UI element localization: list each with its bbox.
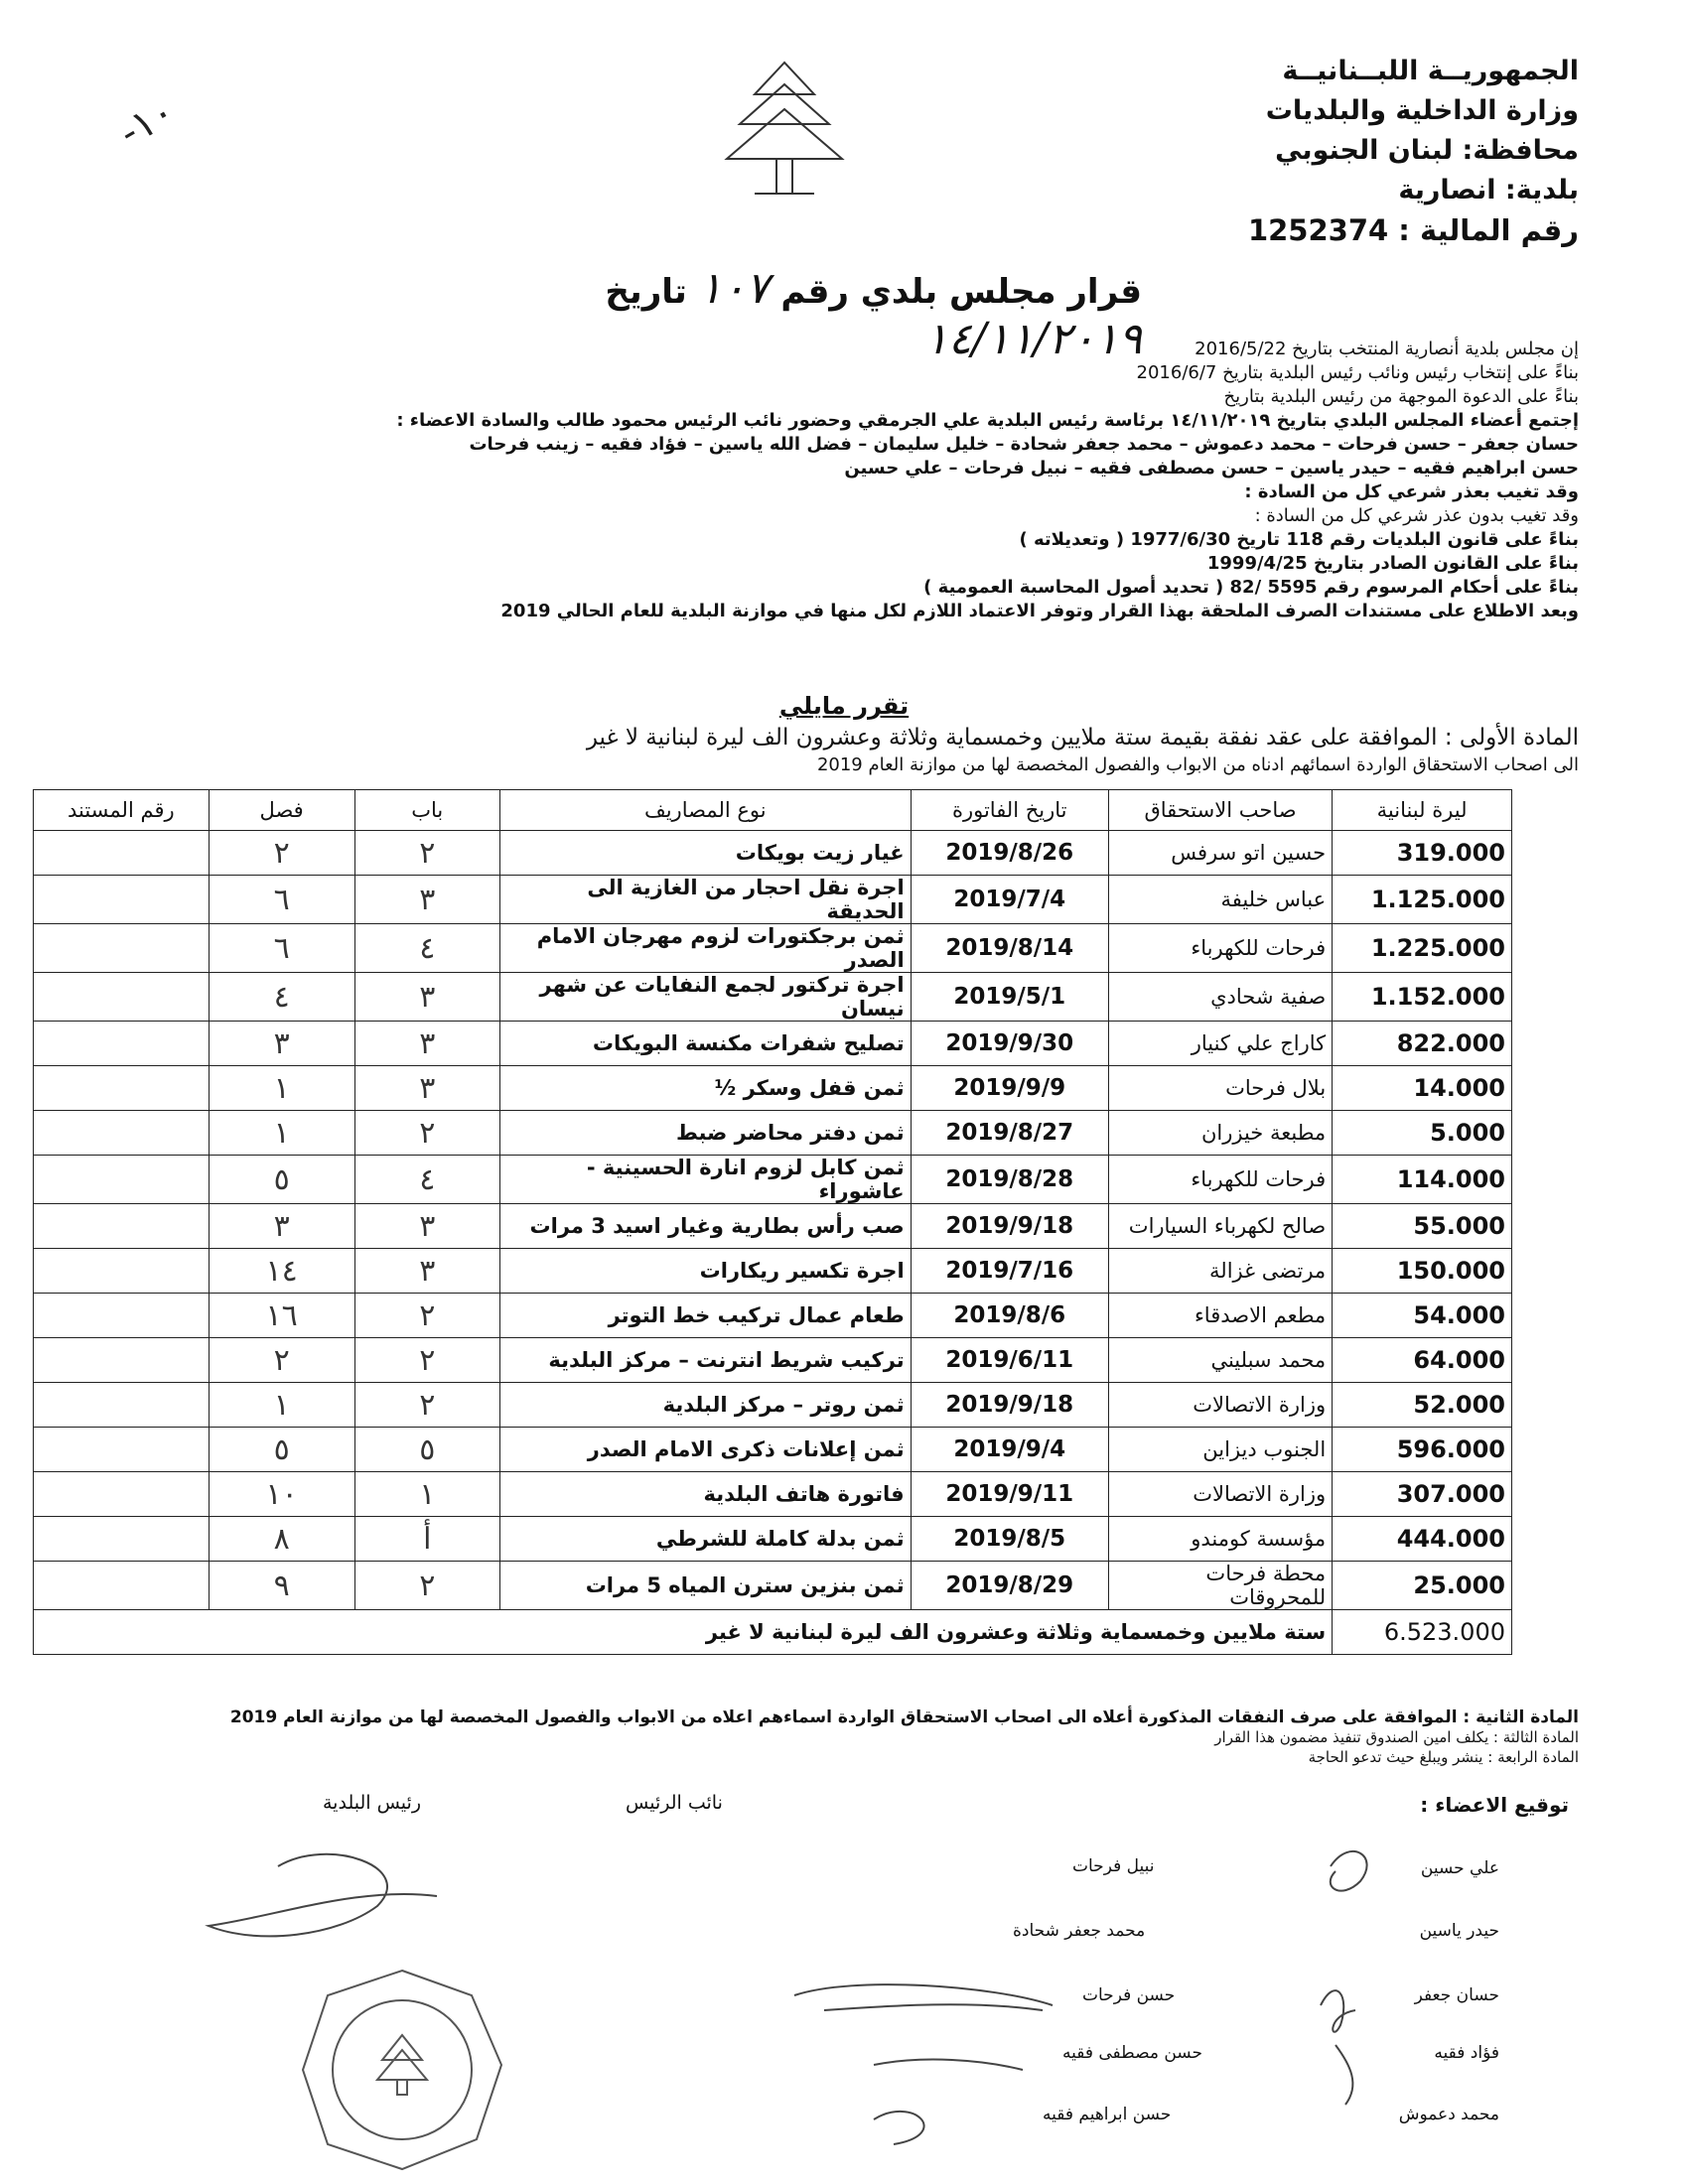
- col-fasl: فصل: [209, 790, 354, 831]
- municipality-seal: [298, 1966, 506, 2174]
- table-row: [34, 1562, 1512, 1610]
- table-row: [34, 876, 1512, 924]
- member-name: محمد دعموش: [1398, 2105, 1499, 2124]
- amount-cell: 1.225.000: [1333, 924, 1512, 973]
- table-row: [34, 1111, 1512, 1156]
- fasl-cell: ٤: [209, 973, 354, 1022]
- member-name: حيدر ياسين: [1419, 1921, 1499, 1941]
- attending-members: حسان جعفر – حسن فرحات – محمد دعموش – محمد جعفر شحادة – خليل سليمان – فضل الله ياسين – فؤاد فقيه – زينب فرحات: [469, 434, 1579, 455]
- document-number-cell: [34, 1383, 210, 1428]
- amount-cell: 52.000: [1333, 1383, 1512, 1428]
- expense-type-cell: تصليح شفرات مكنسة البويكات: [499, 1022, 911, 1066]
- preamble-line: إجتمع أعضاء المجلس البلدي بتاريخ ١٤/١١/٢٠١٩ برئاسة رئيس البلدية علي الجرمقي وحضور نائب الرئيس محمود طالب والسادة الاعضاء :: [396, 410, 1579, 431]
- vice-president-label: نائب الرئيس: [626, 1792, 723, 1814]
- member-name: علي حسين: [1420, 1858, 1499, 1878]
- letterhead: [1023, 52, 1579, 250]
- invoice-date-cell: 2019/9/18: [911, 1204, 1108, 1249]
- expense-type-cell: ثمن روتر – مركز البلدية: [499, 1383, 911, 1428]
- expense-type-cell: ثمن بدلة كاملة للشرطي: [499, 1517, 911, 1562]
- amount-cell: 54.000: [1333, 1294, 1512, 1338]
- fasl-cell: ٢: [209, 831, 354, 876]
- margin-note: -١٠: [111, 87, 184, 157]
- document-number-cell: [34, 1066, 210, 1111]
- preamble-line: بناءً على أحكام المرسوم رقم 5595 /82 ( تحديد أصول المحاسبة العمومية ): [923, 577, 1579, 598]
- invoice-date-cell: 2019/8/28: [911, 1156, 1108, 1204]
- invoice-date-cell: 2019/8/14: [911, 924, 1108, 973]
- document-number-cell: [34, 1249, 210, 1294]
- payee-cell: صالح لكهرباء السيارات: [1108, 1204, 1332, 1249]
- cedar-tree-icon: [715, 55, 854, 204]
- document-number-cell: [34, 1022, 210, 1066]
- payee-cell: فرحات للكهرباء: [1108, 1156, 1332, 1204]
- bab-cell: ٢: [354, 831, 499, 876]
- preamble-line: بناءً على القانون الصادر بتاريخ 1999/4/25: [1206, 553, 1579, 574]
- bab-cell: ٣: [354, 876, 499, 924]
- member-name: حسان جعفر: [1414, 1985, 1499, 2005]
- bab-cell: ٥: [354, 1428, 499, 1472]
- article-two: المادة الثانية : الموافقة على صرف النفقات المذكورة أعلاه الى اصحاب الاستحقاق الواردة اسماءهم اعلاه من الابواب والفصول المخصصة لها من موازنة العام 2019: [229, 1707, 1579, 1727]
- governorate-name: محافظة: لبنان الجنوبي: [1275, 135, 1579, 166]
- expense-type-cell: ثمن كابل لزوم انارة الحسينية - عاشوراء: [499, 1156, 911, 1204]
- decision-number: ١٠٧: [698, 263, 770, 314]
- member-signature: [874, 2060, 1023, 2070]
- document-number-cell: [34, 1204, 210, 1249]
- member-signature: [1321, 1990, 1355, 2032]
- bab-cell: ٢: [354, 1562, 499, 1610]
- fasl-cell: ٩: [209, 1562, 354, 1610]
- document-number-cell: [34, 973, 210, 1022]
- fasl-cell: ٣: [209, 1022, 354, 1066]
- document-number-cell: [34, 1428, 210, 1472]
- table-row: [34, 1249, 1512, 1294]
- fasl-cell: ٢: [209, 1338, 354, 1383]
- total-words: ستة ملايين وخمسماية وثلاثة وعشرون الف ليرة لبنانية لا غير: [34, 1610, 1333, 1655]
- table-row: [34, 1472, 1512, 1517]
- document-number-cell: [34, 831, 210, 876]
- attending-members: حسن ابراهيم فقيه – حيدر ياسين – حسن مصطفى فقيه – نبيل فرحات – علي حسين: [844, 458, 1579, 478]
- bab-cell: ٢: [354, 1383, 499, 1428]
- member-name: حسن ابراهيم فقيه: [1043, 2105, 1172, 2124]
- expense-type-cell: ثمن إعلانات ذكرى الامام الصدر: [499, 1428, 911, 1472]
- expense-type-cell: اجرة تركتور لجمع النفايات عن شهر نيسان: [499, 973, 911, 1022]
- payee-cell: صفية شحادي: [1108, 973, 1332, 1022]
- finance-number: رقم المالية : 1252374: [1247, 213, 1579, 247]
- fasl-cell: ١: [209, 1111, 354, 1156]
- expense-type-cell: ثمن دفتر محاضر ضبط: [499, 1111, 911, 1156]
- invoice-date-cell: 2019/9/30: [911, 1022, 1108, 1066]
- country-name: الجمهوريــة اللبــنانيــة: [1282, 56, 1579, 86]
- expense-type-cell: ثمن قفل وسكر ½: [499, 1066, 911, 1111]
- preamble-line: بناءً على الدعوة الموجهة من رئيس البلدية بتاريخ: [1223, 386, 1579, 407]
- fasl-cell: ٣: [209, 1204, 354, 1249]
- bab-cell: ٣: [354, 1249, 499, 1294]
- bab-cell: ٢: [354, 1294, 499, 1338]
- invoice-date-cell: 2019/6/11: [911, 1338, 1108, 1383]
- amount-cell: 822.000: [1333, 1022, 1512, 1066]
- table-header-row: [34, 790, 1512, 831]
- ministry-name: وزارة الداخلية والبلديات: [1265, 95, 1579, 126]
- expense-type-cell: غيار زيت بويكات: [499, 831, 911, 876]
- document-number-cell: [34, 876, 210, 924]
- expenses-table: [33, 789, 1512, 1655]
- payee-cell: الجنوب ديزاين: [1108, 1428, 1332, 1472]
- fasl-cell: ٦: [209, 924, 354, 973]
- member-name: حسن مصطفى فقيه: [1062, 2043, 1202, 2063]
- member-name: فؤاد فقيه: [1434, 2043, 1499, 2063]
- table-row: [34, 973, 1512, 1022]
- amount-cell: 14.000: [1333, 1066, 1512, 1111]
- signatures-title: توقيع الاعضاء :: [1420, 1793, 1569, 1817]
- signature-scribbles: [0, 1827, 1688, 2184]
- expense-type-cell: اجرة تكسير ريكارات: [499, 1249, 911, 1294]
- member-signature: [1331, 1851, 1367, 1891]
- bab-cell: ٣: [354, 1204, 499, 1249]
- bab-cell: ٣: [354, 973, 499, 1022]
- member-name: حسن فرحات: [1082, 1985, 1176, 2005]
- member-name: محمد جعفر شحادة: [1013, 1921, 1146, 1941]
- col-type: نوع المصاريف: [499, 790, 911, 831]
- invoice-date-cell: 2019/9/18: [911, 1383, 1108, 1428]
- total-amount: 6.523.000: [1333, 1610, 1512, 1655]
- table-row: [34, 1022, 1512, 1066]
- member-name: نبيل فرحات: [1072, 1856, 1155, 1876]
- bab-cell: ٤: [354, 924, 499, 973]
- article-four: المادة الرابعة : ينشر ويبلغ حيث تدعو الحاجة: [1308, 1748, 1579, 1766]
- fasl-cell: ٥: [209, 1428, 354, 1472]
- president-label: رئيس البلدية: [323, 1792, 421, 1814]
- preamble-line: بناءً على قانون البلديات رقم 118 تاريخ 1977/6/30 ( وتعديلاته ): [1019, 529, 1579, 550]
- president-signature: [209, 1854, 437, 1937]
- member-signature: [1336, 2045, 1352, 2105]
- document-number-cell: [34, 1111, 210, 1156]
- preamble-line: إن مجلس بلدية أنصارية المنتخب بتاريخ 2016/5/22: [1195, 339, 1579, 359]
- document-number-cell: [34, 1472, 210, 1517]
- fasl-cell: ٨: [209, 1517, 354, 1562]
- invoice-date-cell: 2019/7/4: [911, 876, 1108, 924]
- payee-cell: محطة فرحات للمحروقات: [1108, 1562, 1332, 1610]
- col-amount: ليرة لبنانية: [1333, 790, 1512, 831]
- col-date: تاريخ الفاتورة: [911, 790, 1108, 831]
- articles: [89, 1707, 1579, 1767]
- payee-cell: وزارة الاتصالات: [1108, 1383, 1332, 1428]
- bab-cell: ١: [354, 1472, 499, 1517]
- payee-cell: كاراج علي كنيار: [1108, 1022, 1332, 1066]
- table-row: [34, 924, 1512, 973]
- bab-cell: ٢: [354, 1338, 499, 1383]
- decision-date-label: تاريخ: [605, 272, 687, 312]
- expense-type-cell: صب رأس بطارية وغيار اسيد 3 مرات: [499, 1204, 911, 1249]
- amount-cell: 55.000: [1333, 1204, 1512, 1249]
- decision-title-text: قرار مجلس بلدي رقم: [780, 272, 1142, 312]
- amount-cell: 25.000: [1333, 1562, 1512, 1610]
- invoice-date-cell: 2019/9/9: [911, 1066, 1108, 1111]
- preamble-line: وقد تغيب بدون عذر شرعي كل من السادة :: [1254, 505, 1579, 526]
- member-signature: [874, 2112, 924, 2144]
- document-number-cell: [34, 1294, 210, 1338]
- table-row: [34, 1383, 1512, 1428]
- payee-cell: بلال فرحات: [1108, 1066, 1332, 1111]
- amount-cell: 114.000: [1333, 1156, 1512, 1204]
- fasl-cell: ١: [209, 1066, 354, 1111]
- table-row: [34, 1428, 1512, 1472]
- expense-type-cell: طعام عمال تركيب خط التوتر: [499, 1294, 911, 1338]
- col-bab: باب: [354, 790, 499, 831]
- amount-cell: 596.000: [1333, 1428, 1512, 1472]
- article-one-text: الى اصحاب الاستحقاق الواردة اسمائهم ادناه من الابواب والفصول المخصصة لها من موازنة العام 2019: [816, 754, 1579, 775]
- amount-cell: 5.000: [1333, 1111, 1512, 1156]
- article-one: [89, 725, 1579, 775]
- member-signature: [794, 1984, 1053, 2010]
- amount-cell: 319.000: [1333, 831, 1512, 876]
- bab-cell: ٣: [354, 1066, 499, 1111]
- document-number-cell: [34, 1562, 210, 1610]
- fasl-cell: ١٠: [209, 1472, 354, 1517]
- document-number-cell: [34, 1517, 210, 1562]
- col-doc: رقم المستند: [34, 790, 210, 831]
- invoice-date-cell: 2019/8/6: [911, 1294, 1108, 1338]
- payee-cell: مطعم الاصدقاء: [1108, 1294, 1332, 1338]
- payee-cell: محمد سبليني: [1108, 1338, 1332, 1383]
- bab-cell: أ: [354, 1517, 499, 1562]
- article-one-text: المادة الأولى : الموافقة على عقد نفقة بقيمة ستة ملايين وخمسماية وثلاثة وعشرون الف ليرة لبنانية لا غير: [586, 725, 1579, 751]
- expense-type-cell: فاتورة هاتف البلدية: [499, 1472, 911, 1517]
- article-three: المادة الثالثة : يكلف امين الصندوق تنفيذ مضمون هذا القرار: [1214, 1728, 1579, 1746]
- invoice-date-cell: 2019/9/11: [911, 1472, 1108, 1517]
- expense-type-cell: اجرة نقل احجار من الغازية الى الحديقة: [499, 876, 911, 924]
- invoice-date-cell: 2019/9/4: [911, 1428, 1108, 1472]
- amount-cell: 64.000: [1333, 1338, 1512, 1383]
- invoice-date-cell: 2019/8/5: [911, 1517, 1108, 1562]
- payee-cell: فرحات للكهرباء: [1108, 924, 1332, 973]
- table-row: [34, 1204, 1512, 1249]
- invoice-date-cell: 2019/8/29: [911, 1562, 1108, 1610]
- payee-cell: مطبعة خيزران: [1108, 1111, 1332, 1156]
- invoice-date-cell: 2019/8/26: [911, 831, 1108, 876]
- payee-cell: عباس خليفة: [1108, 876, 1332, 924]
- fasl-cell: ٥: [209, 1156, 354, 1204]
- table-row: [34, 1066, 1512, 1111]
- document-number-cell: [34, 924, 210, 973]
- payee-cell: حسين اتو سرفس: [1108, 831, 1332, 876]
- amount-cell: 444.000: [1333, 1517, 1512, 1562]
- expense-type-cell: ثمن برجكتورات لزوم مهرجان الامام الصدر: [499, 924, 911, 973]
- preamble-line: وقد تغيب بعذر شرعي كل من السادة :: [1244, 481, 1579, 502]
- payee-cell: وزارة الاتصالات: [1108, 1472, 1332, 1517]
- payee-cell: مرتضى غزالة: [1108, 1249, 1332, 1294]
- fasl-cell: ١٤: [209, 1249, 354, 1294]
- expense-type-cell: تركيب شريط انترنت – مركز البلدية: [499, 1338, 911, 1383]
- table-row: [34, 1517, 1512, 1562]
- payee-cell: مؤسسة كومندو: [1108, 1517, 1332, 1562]
- invoice-date-cell: 2019/5/1: [911, 973, 1108, 1022]
- preamble-line: بناءً على إنتخاب رئيس ونائب رئيس البلدية بتاريخ 2016/6/7: [1136, 362, 1579, 383]
- table-row: [34, 831, 1512, 876]
- fasl-cell: ١٦: [209, 1294, 354, 1338]
- fasl-cell: ٦: [209, 876, 354, 924]
- document-number-cell: [34, 1338, 210, 1383]
- bab-cell: ٤: [354, 1156, 499, 1204]
- amount-cell: 150.000: [1333, 1249, 1512, 1294]
- document-number-cell: [34, 1156, 210, 1204]
- decision-date: ١٤/١١/٢٠١٩: [924, 314, 1142, 364]
- invoice-date-cell: 2019/8/27: [911, 1111, 1108, 1156]
- municipality-name: بلدية: انصارية: [1398, 175, 1579, 205]
- table-row: [34, 1156, 1512, 1204]
- fasl-cell: ١: [209, 1383, 354, 1428]
- amount-cell: 1.125.000: [1333, 876, 1512, 924]
- table-row: [34, 1338, 1512, 1383]
- amount-cell: 307.000: [1333, 1472, 1512, 1517]
- decides-heading: تقرر مايلي: [778, 692, 910, 720]
- amount-cell: 1.152.000: [1333, 973, 1512, 1022]
- total-row: [34, 1610, 1512, 1655]
- bab-cell: ٣: [354, 1022, 499, 1066]
- preamble: [89, 338, 1579, 623]
- expense-type-cell: ثمن بنزين سترن المياه 5 مرات: [499, 1562, 911, 1610]
- bab-cell: ٢: [354, 1111, 499, 1156]
- col-payee: صاحب الاستحقاق: [1108, 790, 1332, 831]
- invoice-date-cell: 2019/7/16: [911, 1249, 1108, 1294]
- table-row: [34, 1294, 1512, 1338]
- preamble-line: وبعد الاطلاع على مستندات الصرف الملحقة بهذا القرار وتوفر الاعتماد اللازم لكل منها في موازنة البلدية للعام الحالي 2019: [500, 601, 1579, 621]
